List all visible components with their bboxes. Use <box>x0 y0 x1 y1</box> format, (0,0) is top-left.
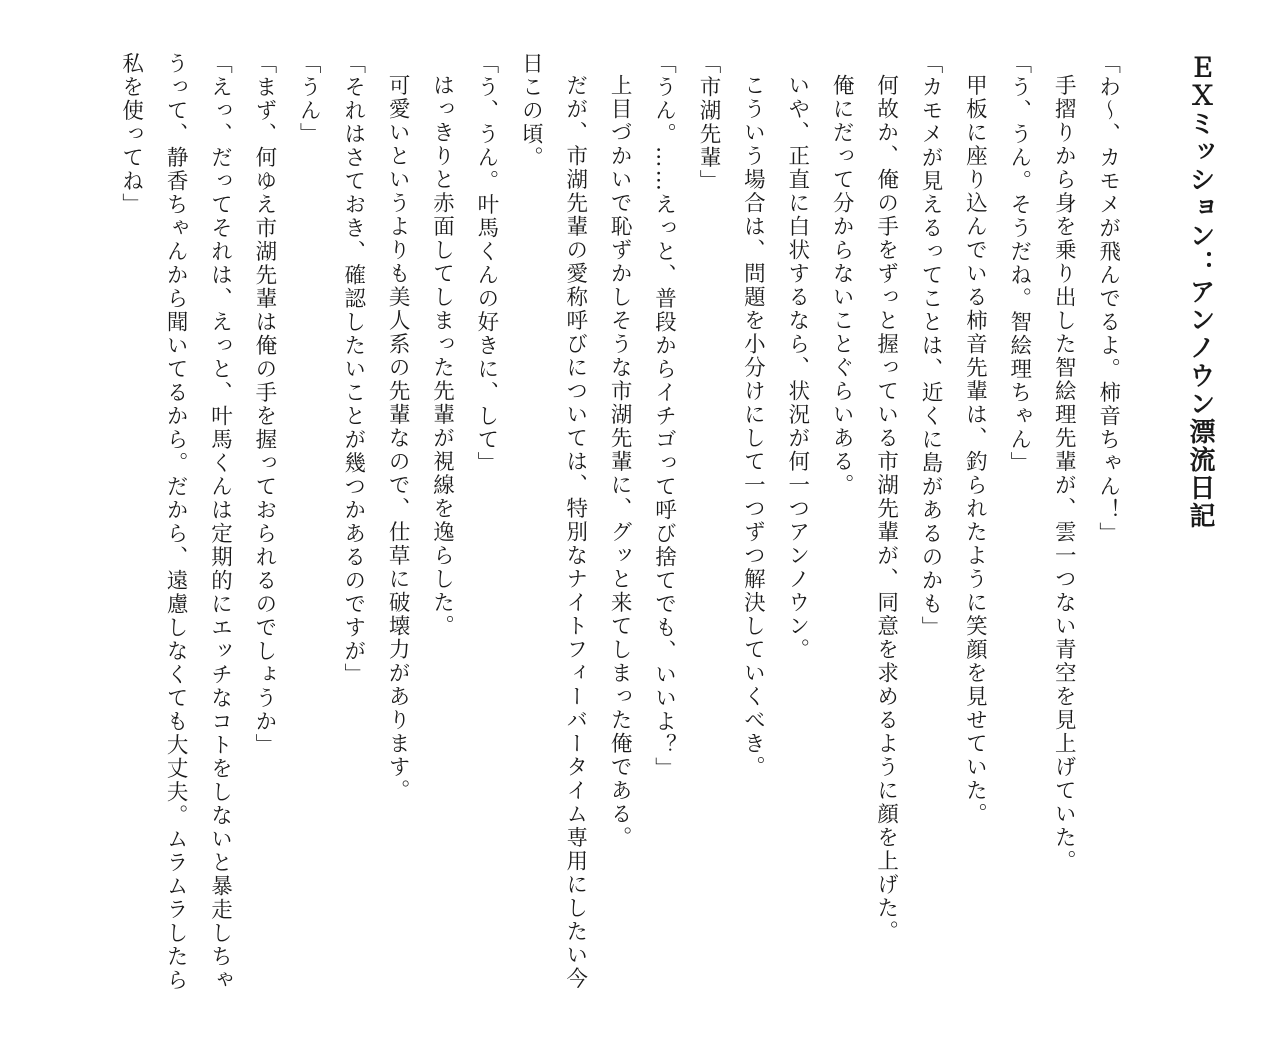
body-paragraph: 「えっ、だってそれは、えっと、叶馬くんは定期的にエッチなコトをしないと暴走しちゃうって、静香ちゃんから聞いてるから。だから、遠慮しなくても大丈夫。ムラムラしたら私を使ってね」 <box>118 52 233 992</box>
body-paragraph: いや、正直に白状するなら、状況が何一つアンノウン。 <box>784 73 810 661</box>
body-paragraph: 「う、うん。叶馬くんの好きに、して」 <box>473 52 499 475</box>
body-paragraph: 俺にだって分からないことぐらいある。 <box>829 73 855 497</box>
paragraph-container <box>108 52 1129 1012</box>
body-paragraph: 「それはさておき、確認したいことが幾つかあるのですが」 <box>340 52 366 687</box>
body-paragraph: 可愛いというよりも美人系の先輩なので、仕草に破壊力があります。 <box>385 73 411 802</box>
body-paragraph: 手摺りから身を乗り出した智絵理先輩が、雲一つない青空を見上げていた。 <box>1051 73 1077 873</box>
body-paragraph: 「う、うん。そうだね。智絵理ちゃん」 <box>1006 52 1032 475</box>
body-paragraph: 「まず、何ゆえ市湖先輩は俺の手を握っておられるのでしょうか」 <box>251 52 277 757</box>
body-paragraph: こういう場合は、問題を小分けにして一つずつ解決していくべき。 <box>740 73 766 779</box>
body-paragraph: だが、市湖先輩の愛称呼びについては、特別なナイトフィーバータイム専用にしたい今日この頃。 <box>518 52 588 990</box>
body-paragraph: 甲板に座り込んでいる柿音先輩は、釣られたように笑顔を見せていた。 <box>962 73 988 826</box>
body-paragraph: 上目づかいで恥ずかしそうな市湖先輩に、グッと来てしまった俺である。 <box>607 73 633 849</box>
chapter-title: ＥＸミッション：アンノウン漂流日記 <box>1185 54 1215 530</box>
body-paragraph: はっきりと赤面してしまった先輩が視線を逸らした。 <box>429 73 455 638</box>
body-paragraph: 「うん」 <box>296 52 322 146</box>
body-paragraph: 「うん。……えっと、普段からイチゴって呼び捨てでも、いいよ？」 <box>651 52 677 781</box>
vertical-text-body <box>108 52 1222 1012</box>
body-paragraph: 「市湖先輩」 <box>695 52 721 193</box>
body-paragraph: 何故か、俺の手をずっと握っている市湖先輩が、同意を求めるように顔を上げた。 <box>873 73 899 943</box>
body-paragraph: 「わ～、カモメが飛んでるよ。柿音ちゃん！」 <box>1095 52 1121 546</box>
body-paragraph: 「カモメが見えるってことは、近くに島があるのかも」 <box>917 52 943 640</box>
